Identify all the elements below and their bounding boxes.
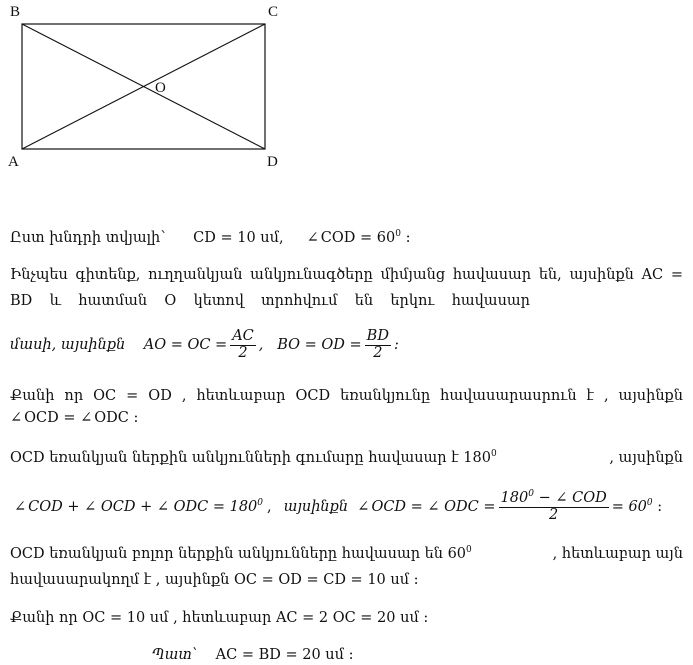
angle-sum-words: OCD եռանկյան ներքին անկյունների գումարը հավասար է 180 — [10, 450, 491, 466]
rectangle-diagram — [0, 0, 300, 175]
equation-end: : — [657, 499, 663, 515]
isosceles-line-2 — [10, 408, 683, 428]
eq-bo-od: BO = OD = — [277, 337, 362, 353]
equilateral-line-2: հավասարակողմ է , այսինքն OC = OD = CD = 10 սմ : — [10, 572, 419, 588]
angle-equal-expression — [357, 497, 495, 517]
halves-line — [10, 325, 683, 365]
degree-mark: 0 — [257, 498, 264, 509]
angle-symbol: ∠ — [14, 499, 27, 515]
fraction-angle-calc — [499, 488, 609, 524]
comma: , — [258, 337, 264, 353]
vertex-label-b: B — [10, 4, 21, 20]
given-lead: Ըստ խնդրի տվյալի՝ — [10, 230, 166, 246]
diagonals-paragraph-line-2: BD և հատման O կետով տրոհվում են երկու հավասար — [10, 293, 530, 309]
angle-odc: ODC : — [94, 410, 139, 426]
fraction-ac-over-2 — [230, 329, 256, 362]
given-line — [10, 228, 683, 248]
given-cd: CD = 10 սմ, — [193, 230, 284, 246]
num-180: 180 — [500, 489, 529, 506]
equal-expression: OCD = ∠ ODC = — [371, 499, 496, 515]
angle-symbol: ∠ — [306, 230, 319, 246]
equilateral-text — [10, 544, 472, 564]
equilateral-line-1 — [10, 544, 683, 564]
answer-value: AC = BD = 20 սմ : — [215, 647, 354, 663]
angle-sum-line — [10, 448, 683, 468]
fraction-numerator — [499, 488, 609, 508]
equation-mid-word: այսինքն — [283, 499, 349, 515]
eq-ao-oc: AO = OC = — [143, 337, 228, 353]
given-angle: COD = 60 — [320, 230, 396, 246]
fraction-denominator: 2 — [549, 506, 559, 523]
degree-mark: 0 — [395, 229, 401, 240]
vertex-label-c: C — [268, 4, 279, 20]
ac-calc-line: Քանի որ OC = 10 սմ , հետևաբար AC = 2 OC = 20 սմ : — [10, 610, 429, 626]
rectangle-figure — [0, 0, 300, 175]
fraction-denominator: 2 — [373, 344, 383, 361]
vertex-label-d: D — [267, 154, 278, 170]
isosceles-line-1: Քանի որ OC = OD , հետևաբար OCD եռանկյունը հավասարասրուն է , այսինքն — [10, 388, 683, 404]
vertex-label-a: A — [8, 154, 19, 170]
fraction-denominator: 2 — [238, 344, 248, 361]
angle-sum-end: , այսինքն — [609, 450, 683, 466]
fraction-numerator: BD — [366, 327, 389, 344]
angle-symbol: ∠ — [357, 499, 370, 515]
angle-symbol: ∠ — [80, 410, 93, 426]
angle-ocd: OCD = — [24, 410, 76, 426]
equilateral-end: , հետևաբար այն — [552, 546, 683, 562]
result-value: = 60 — [611, 499, 647, 515]
answer-line — [152, 645, 683, 665]
diagonals-paragraph-line-1: Ինչպես գիտենք, ուղղանկյան անկյունագծերը միմյանց հավասար են, այսինքն AC = — [10, 267, 683, 283]
comma: , — [267, 499, 272, 515]
degree-mark: 0 — [646, 498, 653, 509]
angle-symbol: ∠ — [10, 410, 23, 426]
center-label-o: O — [155, 80, 166, 96]
answer-lead: Պատ՝ — [152, 647, 198, 663]
halves-end: : — [393, 337, 399, 353]
angle-sum-equation — [14, 497, 263, 517]
given-end: : — [405, 230, 411, 246]
degree-mark: 0 — [490, 449, 497, 460]
num-rest: − ∠ COD — [538, 489, 607, 506]
degree-mark: 0 — [528, 488, 534, 499]
sum-expression: COD + ∠ OCD + ∠ ODC = 180 — [28, 499, 258, 515]
fraction-numerator: AC — [232, 327, 254, 344]
degree-mark: 0 — [466, 545, 472, 556]
equilateral-words: OCD եռանկյան բոլոր ներքին անկյունները հավասար են 60 — [10, 546, 467, 562]
halves-lead: մասի, այսինքն — [10, 337, 126, 353]
angle-equation-line — [14, 486, 683, 528]
fraction-bd-over-2 — [365, 329, 391, 362]
result — [612, 497, 653, 517]
angle-sum-text — [10, 448, 497, 468]
